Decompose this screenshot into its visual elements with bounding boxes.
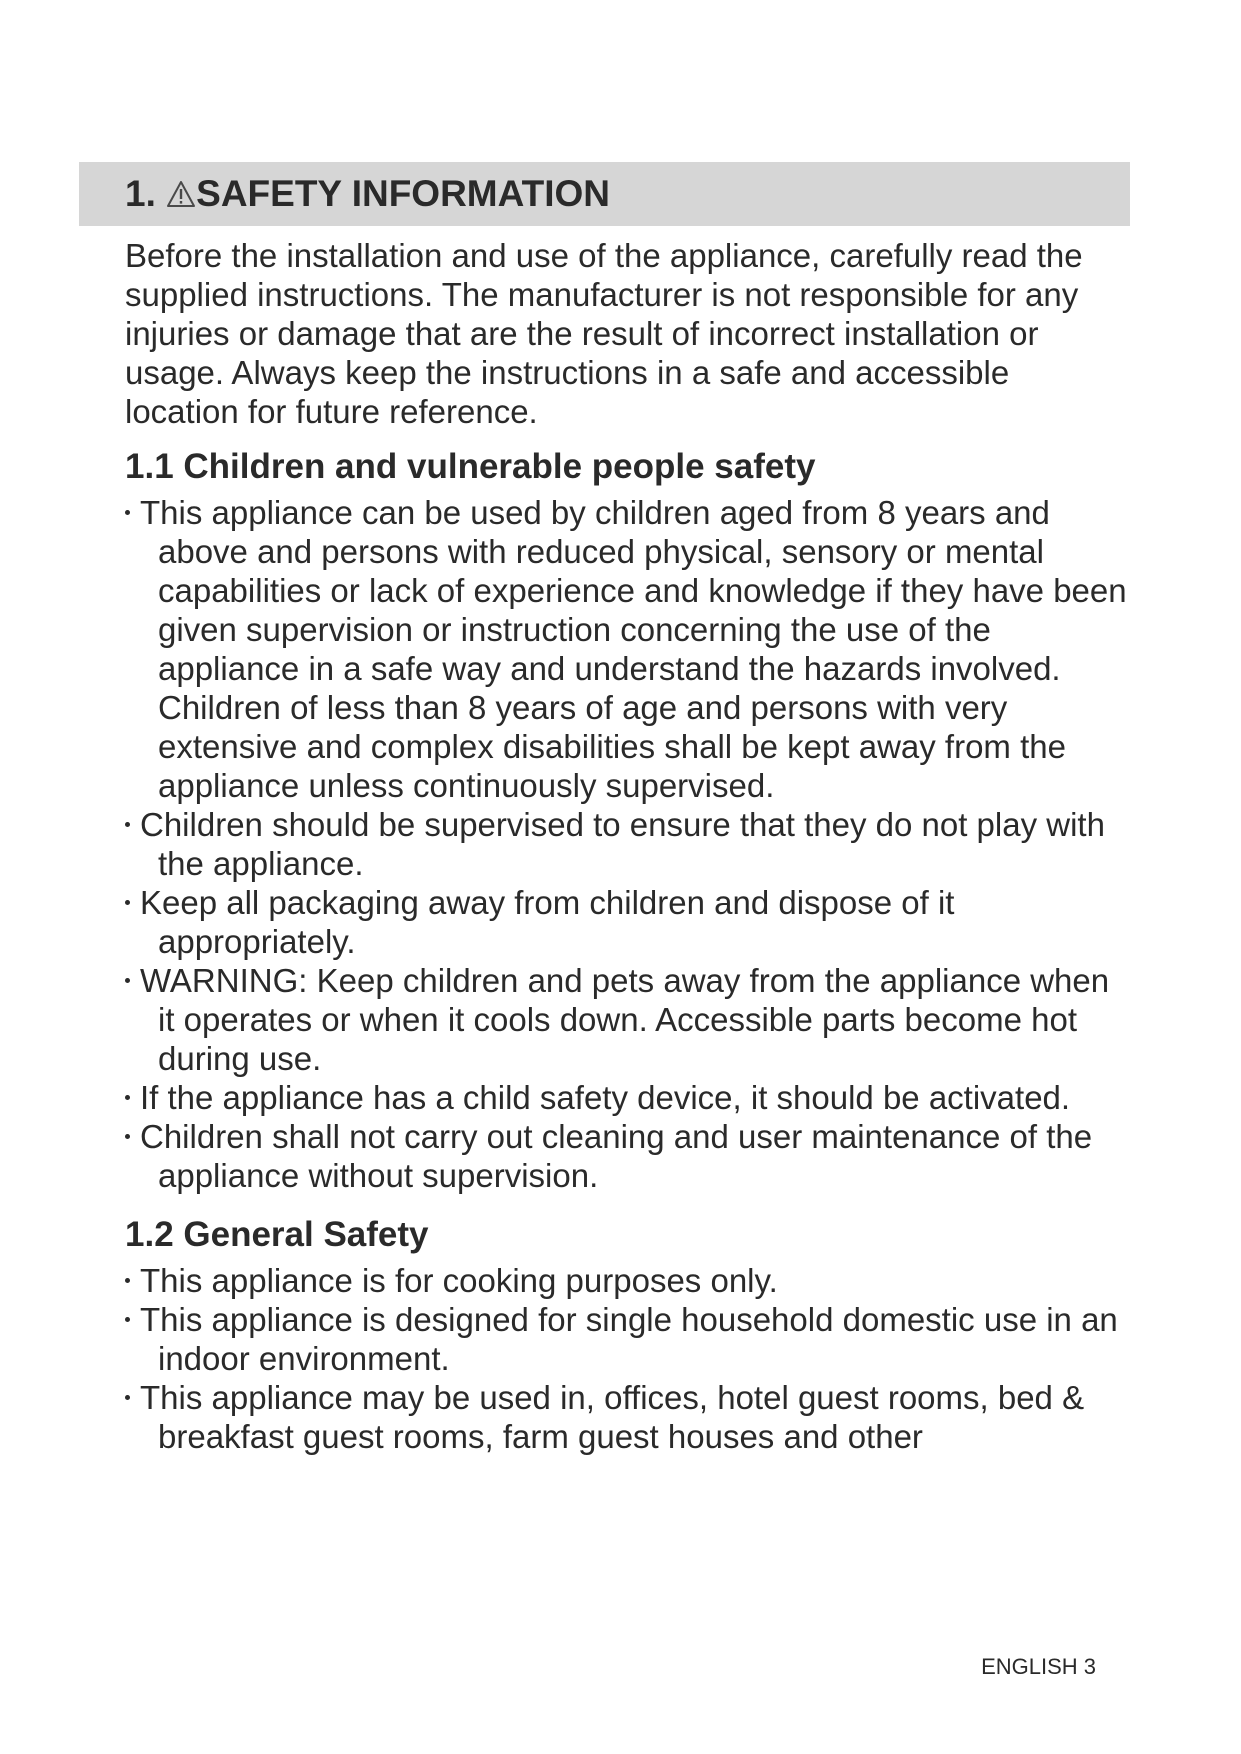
list-item: WARNING: Keep children and pets away from the appliance when it operates or when it cools down. Accessible parts become hot during use. (125, 961, 1130, 1078)
general-safety-list (125, 1261, 1130, 1456)
document-content (125, 236, 1130, 1456)
bullet-icon (125, 822, 130, 827)
list-item: This appliance is for cooking purposes only. (125, 1261, 1130, 1300)
intro-paragraph: Before the installation and use of the appliance, carefully read the supplied instructions. The manufacturer is not responsible for any injuries or damage that are the result of incorrect installation or usage. Always keep the instructions in a safe and accessible location for future reference. (125, 237, 1083, 430)
bullet-icon (125, 1317, 130, 1322)
bullet-icon (125, 510, 130, 515)
list-item: This appliance can be used by children aged from 8 years and above and persons with reduced physical, sensory or mental capabilities or lack of experience and knowledge if they have been given supervision or instruction concerning the use of the appliance in a safe way and understand the hazards involved. Children of less than 8 years of age and persons with very extensive and complex disabilities shall be kept away from the appliance unless continuously supervised. (125, 493, 1130, 805)
list-item: Children shall not carry out cleaning and user maintenance of the appliance without supervision. (125, 1117, 1130, 1195)
bullet-icon (125, 900, 130, 905)
bullet-icon (125, 1095, 130, 1100)
list-item: Keep all packaging away from children and dispose of it appropriately. (125, 883, 1130, 961)
section-heading (125, 170, 610, 218)
subsection-heading-general-safety: 1.2 General Safety (125, 1215, 429, 1254)
list-item: This appliance is designed for single household domestic use in an indoor environment. (125, 1300, 1130, 1378)
list-item: This appliance may be used in, offices, hotel guest rooms, bed & breakfast guest rooms, farm guest houses and other (125, 1378, 1130, 1456)
list-item: If the appliance has a child safety device, it should be activated. (125, 1078, 1130, 1117)
section-number: 1. (125, 173, 156, 214)
list-item: Children should be supervised to ensure that they do not play with the appliance. (125, 805, 1130, 883)
section-title: SAFETY INFORMATION (196, 173, 610, 214)
page-footer-label: ENGLISH 3 (981, 1654, 1096, 1679)
warning-triangle-icon (166, 172, 196, 200)
bullet-icon (125, 1395, 130, 1400)
bullet-icon (125, 1134, 130, 1139)
bullet-icon (125, 978, 130, 983)
bullet-icon (125, 1278, 130, 1283)
children-safety-list (125, 493, 1130, 1195)
subsection-heading-children-safety: 1.1 Children and vulnerable people safety (125, 447, 816, 486)
